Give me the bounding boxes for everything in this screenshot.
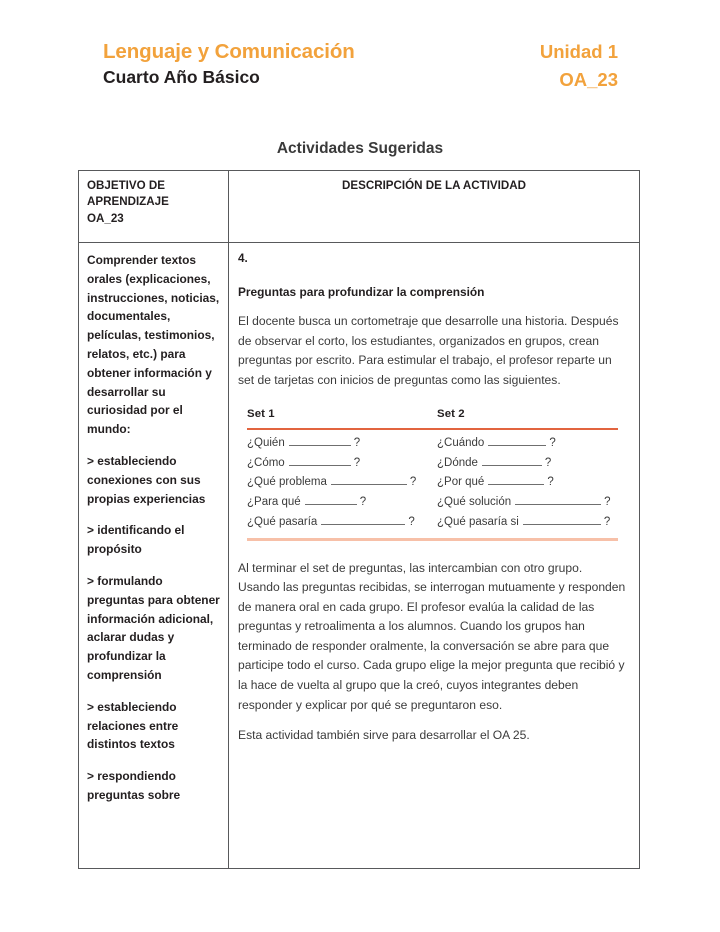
set-2-cell bbox=[437, 455, 618, 472]
question-set-row bbox=[247, 474, 618, 491]
activity-paragraph-1: El docente busca un cortometraje que desarrolle una historia. Después de observar el corto, los estudiantes, organizados en grupos, crean preguntas por escrito. Para estimular el trabajo, el profesor reparte un set de tarjetas con inicios de preguntas como las siguientes. bbox=[238, 314, 619, 387]
question-sets-headers bbox=[247, 404, 618, 428]
set-2-question bbox=[437, 494, 618, 511]
question-blank bbox=[305, 494, 357, 505]
question-sets-rows bbox=[247, 430, 618, 531]
question-prefix: ¿Dónde bbox=[437, 456, 478, 469]
header-left-block bbox=[103, 38, 355, 90]
set-2-cell bbox=[437, 514, 618, 531]
question-mark: ? bbox=[353, 456, 361, 469]
objective-bullet: > formulando preguntas para obtener información adicional, aclarar dudas y profundizar la comprensión bbox=[87, 573, 220, 682]
question-mark: ? bbox=[409, 476, 417, 489]
question-prefix: ¿Cuándo bbox=[437, 436, 485, 449]
activities-table bbox=[78, 170, 640, 869]
set-2-question bbox=[437, 474, 618, 491]
grade-level: Cuarto Año Básico bbox=[103, 67, 260, 88]
activity-subtitle: Preguntas para profundizar la comprensión bbox=[238, 285, 485, 300]
question-blank bbox=[331, 474, 407, 485]
objective-bullet: > respondiendo preguntas sobre bbox=[87, 769, 181, 802]
objective-header-line-1: OBJETIVO DE bbox=[87, 179, 165, 192]
set-1-label: Set 1 bbox=[247, 408, 275, 421]
objective-column bbox=[79, 171, 229, 868]
objective-bullet: > estableciendo relaciones entre distintos textos bbox=[87, 699, 179, 752]
objective-header-line-2: APRENDIZAJE bbox=[87, 195, 169, 209]
set-1-question bbox=[247, 474, 437, 491]
question-mark: ? bbox=[408, 515, 415, 528]
question-prefix: ¿Qué solución bbox=[437, 496, 512, 509]
set-1-header bbox=[247, 404, 437, 422]
set-2-question bbox=[437, 514, 618, 531]
activity-paragraph-3: Esta actividad también sirve para desarrollar el OA 25. bbox=[238, 728, 530, 743]
question-blank bbox=[488, 474, 544, 485]
question-blank bbox=[515, 494, 601, 505]
oa-code-label: OA_23 bbox=[559, 69, 618, 91]
objective-header-line-3: OA_23 bbox=[87, 211, 124, 225]
set-1-question bbox=[247, 455, 437, 472]
activity-number: 4. bbox=[238, 252, 248, 265]
question-sets-bottom-rule bbox=[247, 538, 618, 540]
set-2-question bbox=[437, 455, 618, 472]
description-header-cell bbox=[229, 171, 639, 243]
question-mark: ? bbox=[544, 456, 552, 469]
document-header bbox=[103, 38, 618, 92]
activity-paragraph-2: Al terminar el set de preguntas, las intercambian con otro grupo. Usando las preguntas recibidas, se interrogan mutuamente y responden de manera oral en cada grupo. El profesor evalúa la calidad de las preguntas y retroalimenta a los alumnos. Cuando los grupos han terminado de responder oralmente, la conversación se abre para que participe todo el curso. Cada grupo elige la mejor pregunta que recibió y la hace de vuelta al grupo que la creó, cuyos integrantes deben responder y explicar por qué se preguntaron eso. bbox=[238, 560, 626, 712]
set-1-cell bbox=[247, 455, 437, 472]
question-mark: ? bbox=[547, 476, 554, 489]
objective-header-cell bbox=[79, 171, 228, 243]
set-1-question bbox=[247, 494, 437, 511]
question-prefix: ¿Quién bbox=[247, 436, 285, 449]
set-1-cell bbox=[247, 474, 437, 491]
question-prefix: ¿Qué problema bbox=[247, 476, 327, 489]
question-mark: ? bbox=[359, 496, 367, 509]
question-blank bbox=[289, 455, 351, 466]
description-header-text: DESCRIPCIÓN DE LA ACTIVIDAD bbox=[341, 179, 526, 192]
set-2-header bbox=[437, 404, 618, 422]
question-mark: ? bbox=[549, 436, 556, 449]
set-1-cell bbox=[247, 435, 437, 452]
set-2-cell bbox=[437, 435, 618, 452]
objective-bullet: > identificando el propósito bbox=[87, 523, 185, 557]
question-blank bbox=[482, 455, 542, 466]
set-1-cell bbox=[247, 494, 437, 511]
set-2-label: Set 2 bbox=[437, 408, 465, 421]
unit-label: Unidad 1 bbox=[539, 41, 618, 62]
question-mark: ? bbox=[604, 496, 611, 509]
question-prefix: ¿Para qué bbox=[247, 496, 301, 509]
description-column bbox=[229, 171, 639, 868]
objective-header-text bbox=[87, 178, 222, 227]
set-2-question bbox=[437, 435, 618, 452]
set-2-cell bbox=[437, 494, 618, 511]
question-blank bbox=[488, 435, 546, 446]
question-prefix: ¿Por qué bbox=[437, 476, 485, 489]
question-set-row bbox=[247, 494, 618, 511]
question-blank bbox=[289, 435, 351, 446]
question-prefix: ¿Cómo bbox=[247, 456, 285, 469]
subject-title: Lenguaje y Comunicación bbox=[103, 40, 355, 63]
description-body-cell bbox=[229, 243, 639, 868]
set-1-question bbox=[247, 435, 437, 452]
page-title: Actividades Sugeridas bbox=[276, 140, 444, 157]
question-mark: ? bbox=[353, 436, 361, 449]
question-set-row bbox=[247, 514, 618, 531]
objective-main-text: Comprender textos orales (explicaciones, instrucciones, noticias, documentales, películas, testimonios, relatos, etc.) para obtener información y desarrollar su curiosidad por el mundo: bbox=[87, 253, 220, 437]
question-mark: ? bbox=[603, 515, 611, 528]
set-2-cell bbox=[437, 474, 618, 491]
set-1-question bbox=[247, 514, 437, 531]
question-blank bbox=[523, 514, 601, 525]
set-1-cell bbox=[247, 514, 437, 531]
question-blank bbox=[321, 514, 405, 525]
objective-bullet: > estableciendo conexiones con sus propias experiencias bbox=[87, 453, 206, 506]
question-set-row bbox=[247, 435, 618, 452]
objective-body-cell bbox=[79, 243, 228, 868]
header-right-block bbox=[540, 38, 618, 92]
question-set-row bbox=[247, 455, 618, 472]
question-prefix: ¿Qué pasaría bbox=[247, 515, 318, 528]
question-prefix: ¿Qué pasaría si bbox=[437, 515, 519, 528]
question-sets-box bbox=[247, 404, 618, 547]
